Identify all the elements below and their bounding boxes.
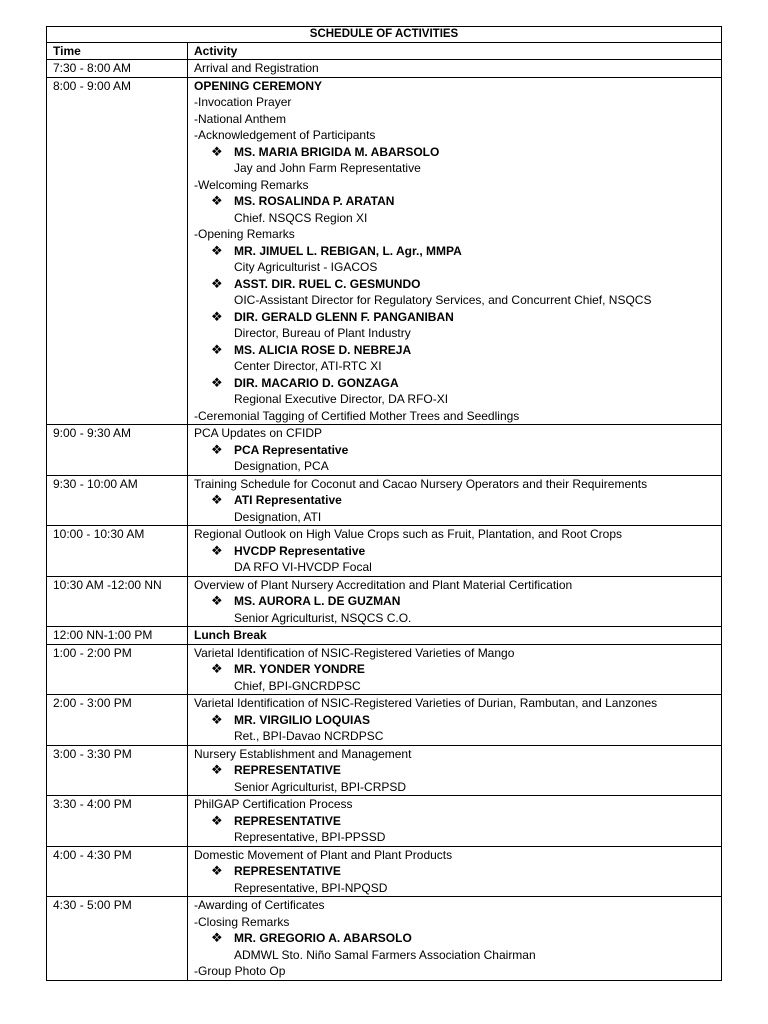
activity-line: -Closing Remarks — [194, 914, 290, 929]
activity-line: PhilGAP Certification Process — [194, 797, 353, 811]
speaker-name: ❖ ASST. DIR. RUEL C. GESMUNDO — [211, 275, 421, 291]
schedule-row — [47, 796, 722, 847]
diamond-bullet-icon: ❖ — [211, 661, 223, 676]
time-cell: 2:00 - 3:00 PM — [47, 695, 188, 746]
activity-line: Overview of Plant Nursery Accreditation and Plant Material Certification — [194, 577, 573, 592]
speaker-designation: Regional Executive Director, DA RFO-XI — [234, 392, 449, 406]
time-cell: 4:30 - 5:00 PM — [47, 897, 188, 981]
activity-line: -Group Photo Op — [194, 964, 286, 978]
activity-line: -National Anthem — [194, 111, 287, 126]
speaker-name: ❖ MR. VIRGILIO LOQUIAS — [211, 711, 371, 727]
speaker-designation: Representative, BPI-NPQSD — [234, 880, 388, 895]
time-cell: 3:30 - 4:00 PM — [47, 796, 188, 847]
diamond-bullet-icon: ❖ — [211, 275, 223, 291]
header-row — [47, 43, 722, 60]
activity-line: Varietal Identification of NSIC-Registered Varieties of Durian, Rambutan, and Lanzones — [194, 696, 658, 710]
speaker-name: ❖ DIR. MACARIO D. GONZAGA — [211, 374, 399, 390]
time-cell: 1:00 - 2:00 PM — [47, 644, 188, 695]
schedule-row — [47, 60, 722, 78]
diamond-bullet-icon: ❖ — [211, 593, 223, 608]
activity-line: Varietal Identification of NSIC-Registered Varieties of Mango — [194, 645, 515, 660]
activity-cell — [188, 475, 722, 526]
speaker-designation: Chief, BPI-GNCRDPSC — [234, 678, 361, 693]
speaker-name: ❖ PCA Representative — [211, 441, 349, 457]
activity-line: Arrival and Registration — [194, 61, 319, 75]
activity-cell — [188, 425, 722, 476]
activity-line: Nursery Establishment and Management — [194, 746, 412, 761]
time-cell: 4:00 - 4:30 PM — [47, 846, 188, 897]
speaker-name: ❖ REPRESENTATIVE — [211, 863, 341, 878]
speaker-name: ❖ REPRESENTATIVE — [211, 762, 341, 777]
activity-cell — [188, 897, 722, 981]
title-row — [47, 27, 722, 43]
activity-cell — [188, 796, 722, 847]
schedule-row — [47, 425, 722, 476]
speaker-designation: DA RFO VI-HVCDP Focal — [234, 560, 372, 574]
diamond-bullet-icon: ❖ — [211, 762, 223, 777]
activity-line: -Opening Remarks — [194, 227, 295, 241]
activity-cell — [188, 576, 722, 627]
activity-cell — [188, 77, 722, 425]
diamond-bullet-icon: ❖ — [211, 308, 223, 324]
activity-line: -Invocation Prayer — [194, 95, 292, 109]
schedule-body — [47, 60, 722, 981]
activity-cell — [188, 627, 722, 645]
time-cell: 10:30 AM -12:00 NN — [47, 576, 188, 627]
speaker-name: ❖ MR. JIMUEL L. REBIGAN, L. Agr., MMPA — [211, 242, 462, 258]
speaker-designation: Center Director, ATI-RTC XI — [234, 359, 382, 373]
time-cell: 10:00 - 10:30 AM — [47, 526, 188, 577]
time-cell: 9:30 - 10:00 AM — [47, 475, 188, 526]
activity-line: -Welcoming Remarks — [194, 177, 309, 192]
speaker-designation: Chief. NSQCS Region XI — [234, 210, 368, 225]
activity-line: -Acknowledgement of Participants — [194, 128, 376, 142]
diamond-bullet-icon: ❖ — [211, 492, 223, 507]
speaker-designation: Jay and John Farm Representative — [234, 161, 421, 175]
diamond-bullet-icon: ❖ — [211, 374, 223, 390]
activity-cell — [188, 695, 722, 746]
schedule-row — [47, 897, 722, 981]
diamond-bullet-icon: ❖ — [211, 930, 223, 945]
activity-line: PCA Updates on CFIDP — [194, 426, 323, 440]
speaker-designation: Senior Agriculturist, BPI-CRPSD — [234, 779, 407, 794]
schedule-table — [46, 26, 722, 981]
speaker-designation: Director, Bureau of Plant Industry — [234, 326, 411, 340]
activity-line: -Ceremonial Tagging of Certified Mother Trees and Seedlings — [194, 408, 520, 423]
speaker-designation: City Agriculturist - IGACOS — [234, 260, 378, 274]
diamond-bullet-icon: ❖ — [211, 441, 223, 457]
diamond-bullet-icon: ❖ — [211, 812, 223, 828]
schedule-row — [47, 576, 722, 627]
speaker-name: ❖ REPRESENTATIVE — [211, 812, 341, 828]
schedule-row — [47, 526, 722, 577]
speaker-name: ❖ MS. AURORA L. DE GUZMAN — [211, 593, 401, 608]
activity-cell — [188, 526, 722, 577]
speaker-name: ❖ MR. GREGORIO A. ABARSOLO — [211, 930, 412, 945]
speaker-name: ❖ ATI Representative — [211, 492, 342, 507]
speaker-designation: Ret., BPI-Davao NCRDPSC — [234, 729, 384, 743]
schedule-row — [47, 846, 722, 897]
activity-line: Regional Outlook on High Value Crops such as Fruit, Plantation, and Root Crops — [194, 527, 623, 541]
activity-cell — [188, 60, 722, 78]
diamond-bullet-icon: ❖ — [211, 143, 223, 159]
schedule-row — [47, 77, 722, 425]
diamond-bullet-icon: ❖ — [211, 341, 223, 357]
time-cell: 9:00 - 9:30 AM — [47, 425, 188, 476]
activity-header: Activity — [188, 43, 722, 60]
diamond-bullet-icon: ❖ — [211, 863, 223, 878]
speaker-designation: ADMWL Sto. Niño Samal Farmers Association Chairman — [234, 947, 536, 962]
activity-heading: OPENING CEREMONY — [194, 78, 323, 93]
activity-cell — [188, 644, 722, 695]
speaker-designation: OIC-Assistant Director for Regulatory Services, and Concurrent Chief, NSQCS — [234, 293, 652, 307]
speaker-name: ❖ MS. ROSALINDA P. ARATAN — [211, 193, 395, 208]
speaker-name: ❖ MS. MARIA BRIGIDA M. ABARSOLO — [211, 143, 440, 159]
time-cell: 12:00 NN-1:00 PM — [47, 627, 188, 645]
speaker-designation: Designation, ATI — [234, 509, 322, 524]
schedule-row — [47, 695, 722, 746]
time-header: Time — [47, 43, 188, 60]
speaker-name: ❖ DIR. GERALD GLENN F. PANGANIBAN — [211, 308, 454, 324]
speaker-designation: Representative, BPI-PPSSD — [234, 830, 386, 844]
speaker-name: ❖ HVCDP Representative — [211, 542, 366, 558]
schedule-row — [47, 644, 722, 695]
time-cell: 3:00 - 3:30 PM — [47, 745, 188, 796]
diamond-bullet-icon: ❖ — [211, 542, 223, 558]
diamond-bullet-icon: ❖ — [211, 242, 223, 258]
activity-cell — [188, 745, 722, 796]
speaker-designation: Designation, PCA — [234, 459, 329, 473]
activity-line: Domestic Movement of Plant and Plant Products — [194, 847, 453, 862]
speaker-name: ❖ MR. YONDER YONDRE — [211, 661, 365, 676]
activity-line: Training Schedule for Coconut and Cacao Nursery Operators and their Requirements — [194, 476, 648, 491]
time-cell: 8:00 - 9:00 AM — [47, 77, 188, 425]
schedule-row — [47, 627, 722, 645]
diamond-bullet-icon: ❖ — [211, 193, 223, 208]
schedule-row — [47, 475, 722, 526]
speaker-name: ❖ MS. ALICIA ROSE D. NEBREJA — [211, 341, 412, 357]
activity-cell — [188, 846, 722, 897]
diamond-bullet-icon: ❖ — [211, 711, 223, 727]
speaker-designation: Senior Agriculturist, NSQCS C.O. — [234, 610, 412, 625]
activity-line: -Awarding of Certificates — [194, 898, 325, 912]
activity-heading: Lunch Break — [194, 628, 267, 642]
schedule-row — [47, 745, 722, 796]
table-title: SCHEDULE OF ACTIVITIES — [47, 27, 722, 43]
time-cell: 7:30 - 8:00 AM — [47, 60, 188, 78]
